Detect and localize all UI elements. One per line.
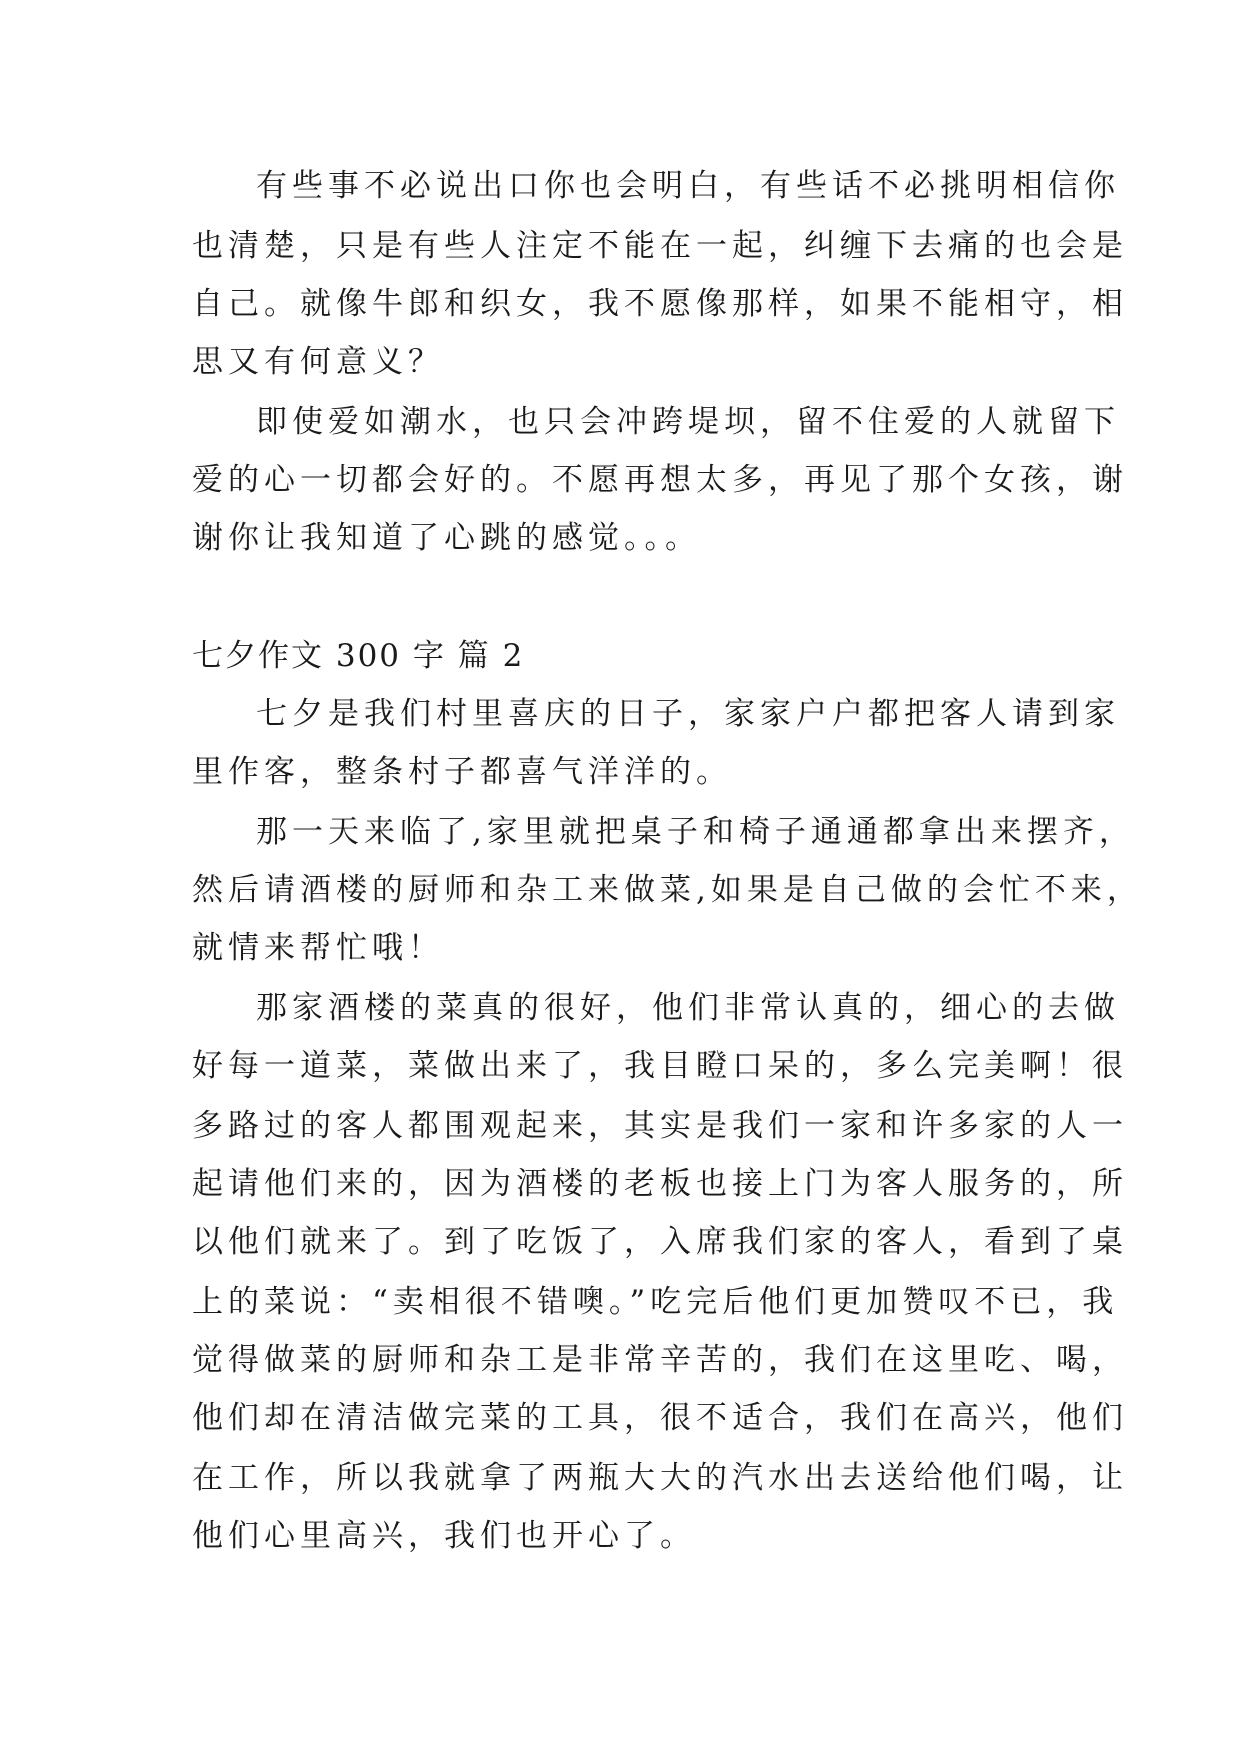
paragraph-line: 即使爱如潮水，也只会冲跨堤坝，留不住爱的人就留下 xyxy=(256,404,1120,440)
paragraph-line: 自己。就像牛郎和织女，我不愿像那样，如果不能相守，相 xyxy=(192,286,1128,322)
paragraph-line: 谢你让我知道了心跳的感觉。。。 xyxy=(192,520,701,556)
paragraph-line: 他们却在清洁做完菜的工具，很不适合，我们在高兴，他们 xyxy=(192,1400,1128,1436)
paragraph-line: 他们心里高兴，我们也开心了。 xyxy=(192,1518,696,1554)
paragraph-line: 起请他们来的，因为酒楼的老板也接上门为客人服务的，所 xyxy=(192,1166,1128,1202)
paragraph-line: 在工作，所以我就拿了两瓶大大的汽水出去送给他们喝，让 xyxy=(192,1460,1128,1496)
paragraph-line: 七夕是我们村里喜庆的日子，家家户户都把客人请到家 xyxy=(256,696,1120,732)
paragraph-line: 那一天来临了,家里就把桌子和椅子通通都拿出来摆齐， xyxy=(256,814,1135,850)
paragraph-line: 有些事不必说出口你也会明白，有些话不必挑明相信你 xyxy=(256,168,1120,204)
paragraph-line: 爱的心一切都会好的。不愿再想太多，再见了那个女孩，谢 xyxy=(192,462,1128,498)
paragraph-line: 多路过的客人都围观起来，其实是我们一家和许多家的人一 xyxy=(192,1108,1128,1144)
paragraph-line: 然后请酒楼的厨师和杂工来做菜,如果是自己做的会忙不来， xyxy=(192,872,1143,908)
paragraph-line: 上的菜说：“卖相很不错噢。”吃完后他们更加赞叹不已，我 xyxy=(192,1284,1119,1320)
section-heading: 七夕作文 300 字 篇 2 xyxy=(192,638,525,674)
paragraph-line: 也清楚，只是有些人注定不能在一起，纠缠下去痛的也会是 xyxy=(192,228,1128,264)
paragraph-line: 好每一道菜，菜做出来了，我目瞪口呆的，多么完美啊！很 xyxy=(192,1048,1128,1084)
paragraph-line: 思又有何意义？ xyxy=(192,344,444,380)
paragraph-line: 那家酒楼的菜真的很好，他们非常认真的，细心的去做 xyxy=(256,990,1120,1026)
paragraph-line: 以他们就来了。到了吃饭了，入席我们家的客人，看到了桌 xyxy=(192,1224,1128,1260)
paragraph-line: 里作客，整条村子都喜气洋洋的。 xyxy=(192,754,732,790)
paragraph-line: 觉得做菜的厨师和杂工是非常辛苦的，我们在这里吃、喝， xyxy=(192,1342,1128,1378)
paragraph-line: 就情来帮忙哦！ xyxy=(192,930,444,966)
